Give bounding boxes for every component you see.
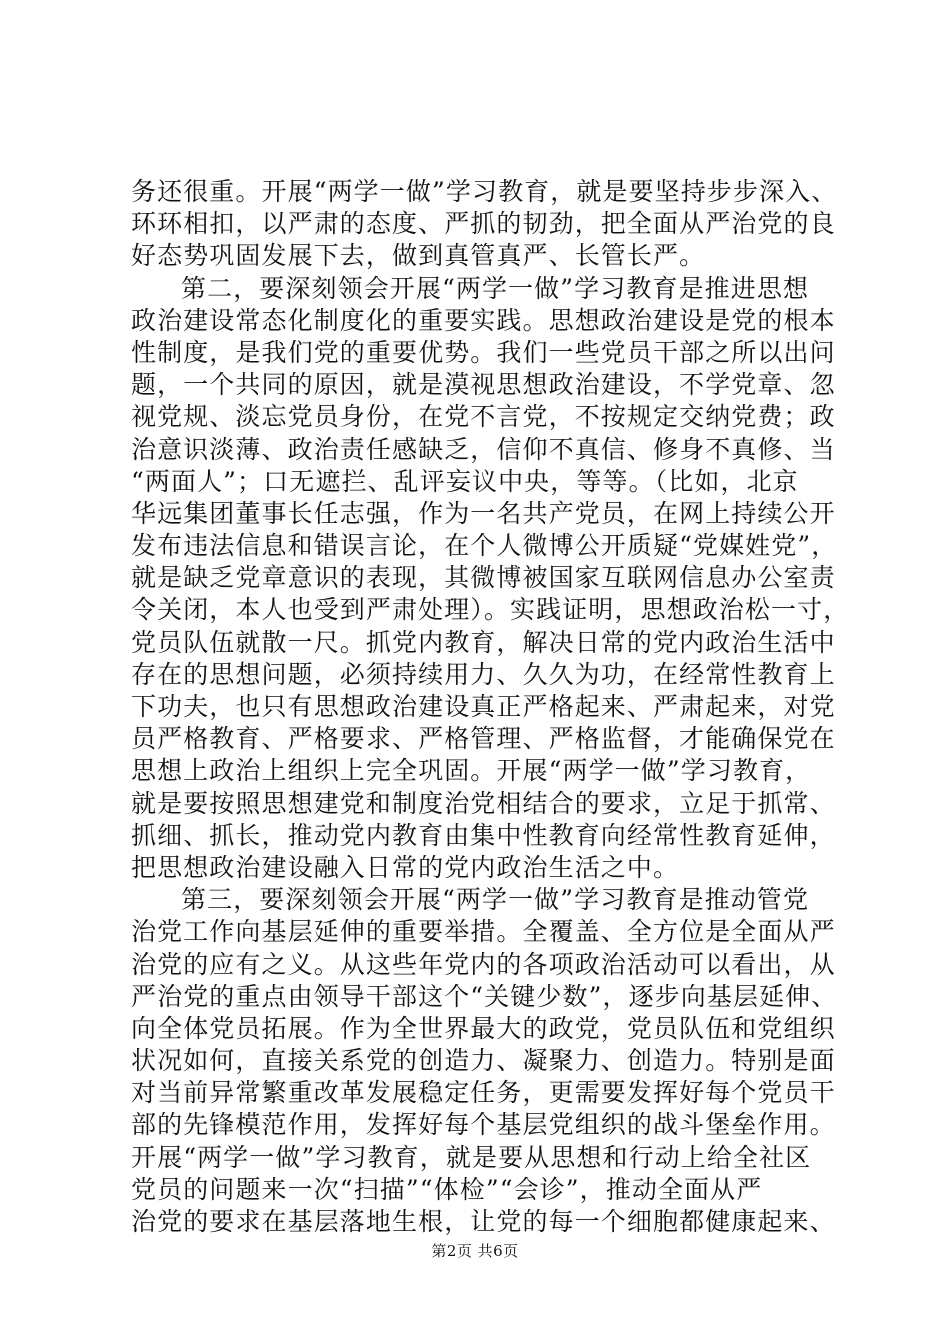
text-line: 性制度，是我们党的重要优势。我们一些党员干部之所以出问 xyxy=(131,337,836,367)
text-line: 存在的思想问题，必须持续用力、久久为功，在经常性教育上 xyxy=(131,659,836,689)
text-line: 状况如何，直接关系党的创造力、凝聚力、创造力。特别是面 xyxy=(131,1046,836,1076)
text-line: 部的先锋模范作用，发挥好每个基层党组织的战斗堡垒作用。 xyxy=(131,1110,836,1140)
text-line: 治党的应有之义。从这些年党内的各项政治活动可以看出，从 xyxy=(131,949,836,979)
text-line: 发布违法信息和错误言论，在个人微博公开质疑“党媒姓党”， xyxy=(131,531,838,561)
text-line: 治意识淡薄、政治责任感缺乏，信仰不真信、修身不真修、当 xyxy=(131,434,836,464)
text-line: 令关闭，本人也受到严肃处理）。实践证明，思想政治松一寸， xyxy=(131,595,850,625)
text-line: 把思想政治建设融入日常的党内政治生活之中。 xyxy=(131,852,680,882)
text-line: 向全体党员拓展。作为全世界最大的政党，党员队伍和党组织 xyxy=(131,1013,836,1043)
text-line: 视党规、淡忘党员身份，在党不言党，不按规定交纳党费；政 xyxy=(131,402,836,432)
paragraph-start-line: 第二，要深刻领会开展“两学一做”学习教育是推进思想 xyxy=(181,273,810,303)
text-line: 环环相扣，以严肃的态度、严抓的韧劲，把全面从严治党的良 xyxy=(131,209,836,239)
text-line: 务还很重。开展“两学一做”学习教育，就是要坚持步步深入、 xyxy=(131,177,838,206)
text-line: 思想上政治上组织上完全巩固。开展“两学一做”学习教育， xyxy=(131,756,812,786)
text-line: 题，一个共同的原因，就是漠视思想政治建设，不学党章、忽 xyxy=(131,370,836,400)
text-line: 对当前异常繁重改革发展稳定任务，更需要发挥好每个党员干 xyxy=(131,1078,836,1108)
text-line: 党员的问题来一次“扫描”“体检”“会诊”，推动全面从严 xyxy=(131,1174,763,1204)
text-line: 华远集团董事长任志强，作为一名共产党员，在网上持续公开 xyxy=(131,498,836,528)
text-line: 员严格教育、严格要求、严格管理、严格监督，才能确保党在 xyxy=(131,724,836,754)
text-line: 好态势巩固发展下去，做到真管真严、长管长严。 xyxy=(131,241,706,271)
text-line: 下功夫，也只有思想政治建设真正严格起来、严肃起来，对党 xyxy=(131,692,836,721)
text-line: 抓细、抓长，推动党内教育由集中性教育向经常性教育延伸， xyxy=(131,820,836,850)
text-line: 党员队伍就散一尺。抓党内教育，解决日常的党内政治生活中 xyxy=(131,627,836,657)
page-footer: 第2页 共6页 xyxy=(431,1242,519,1260)
text-line: 政治建设常态化制度化的重要实践。思想政治建设是党的根本 xyxy=(131,305,836,335)
text-line: 开展“两学一做”学习教育，就是要从思想和行动上给全社区 xyxy=(131,1142,812,1172)
text-line: “两面人”；口无遮拦、乱评妄议中央，等等。（比如，北京 xyxy=(131,466,799,496)
body-text xyxy=(131,176,850,1238)
text-line: 治党的要求在基层落地生根，让党的每一个细胞都健康起来、 xyxy=(131,1207,836,1236)
text-line: 就是要按照思想建党和制度治党相结合的要求，立足于抓常、 xyxy=(131,788,836,818)
text-line: 就是缺乏党章意识的表现，其微博被国家互联网信息办公室责 xyxy=(131,563,836,593)
text-line: 严治党的重点由领导干部这个“关键少数”，逐步向基层延伸、 xyxy=(131,981,838,1011)
text-line: 治党工作向基层延伸的重要举措。全覆盖、全方位是全面从严 xyxy=(131,917,836,947)
paragraph-start-line: 第三，要深刻领会开展“两学一做”学习教育是推动管党 xyxy=(181,885,810,915)
